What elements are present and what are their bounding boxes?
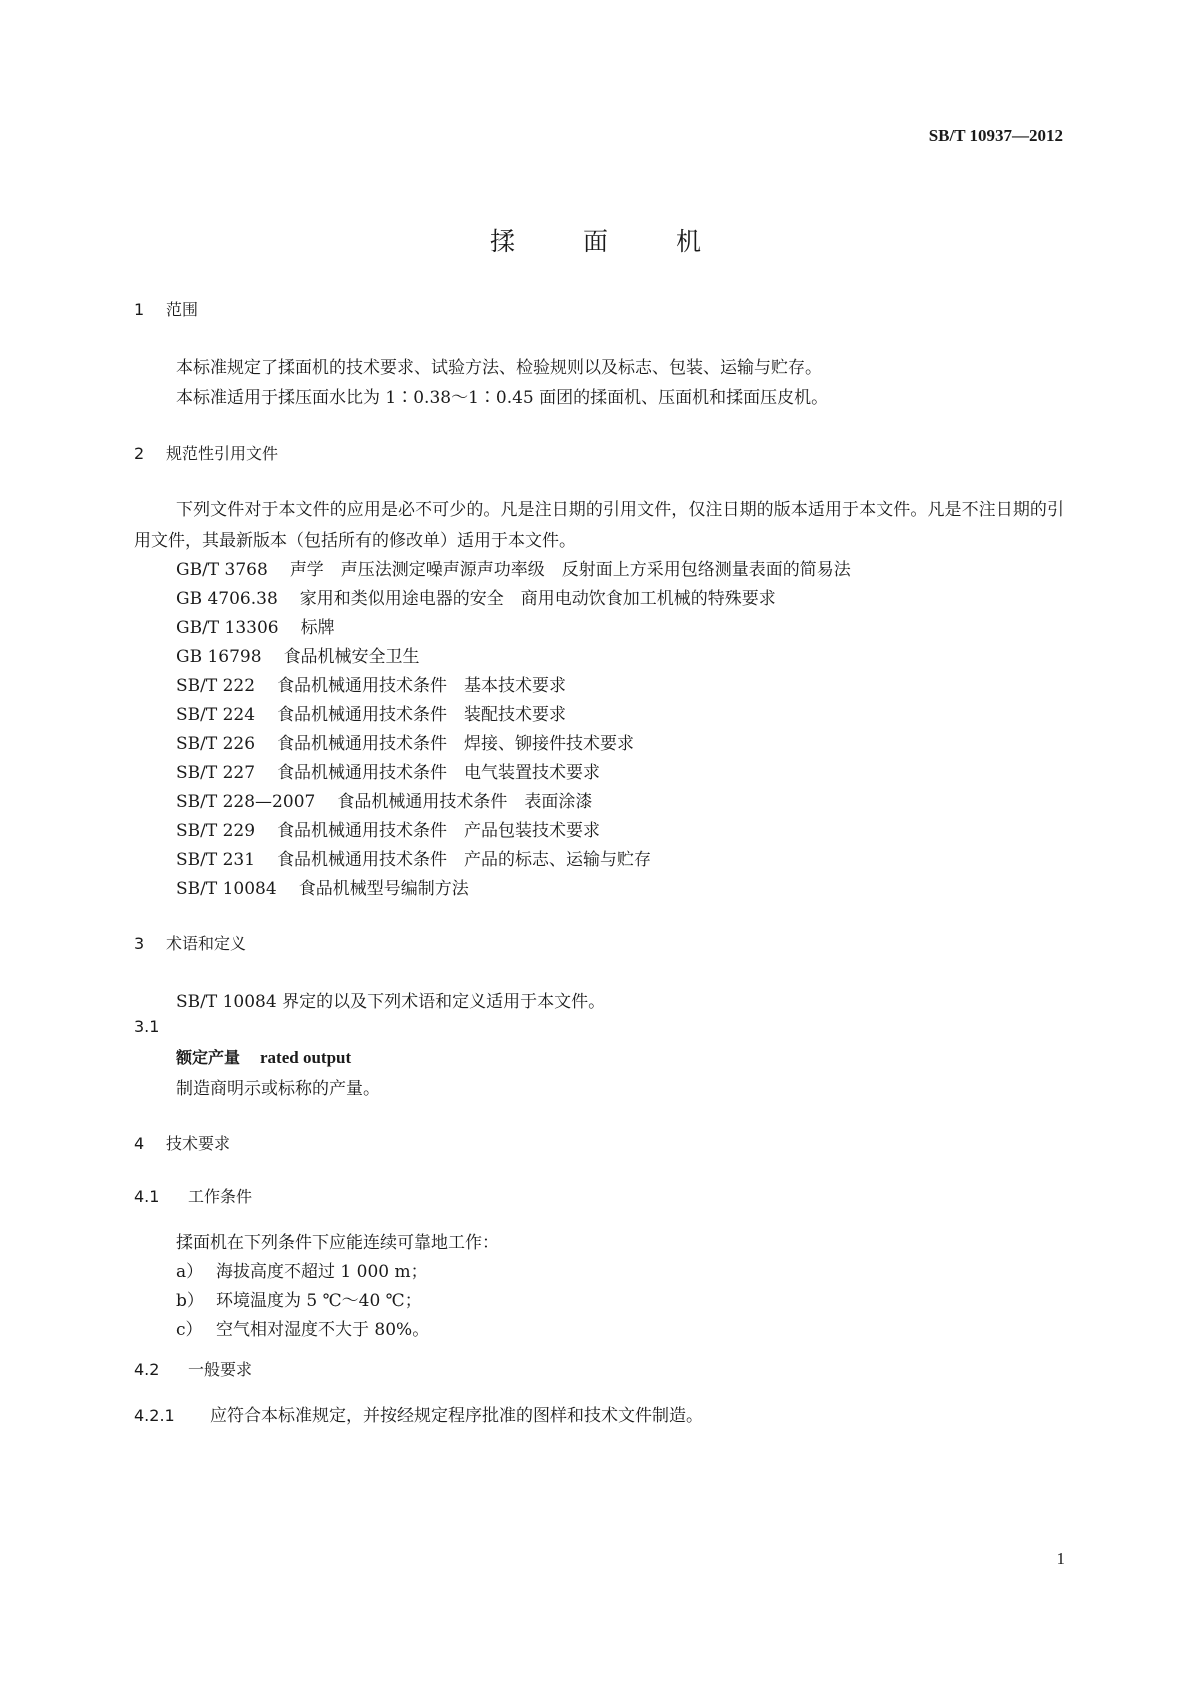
reference-item [176, 729, 634, 754]
reference-code: SB/T 10084 [176, 879, 277, 899]
document-title [0, 222, 1191, 258]
paragraph: 本标准规定了揉面机的技术要求、试验方法、检验规则以及标志、包装、运输与贮存。 [176, 358, 822, 378]
section-number: 1 [134, 300, 145, 319]
reference-code: GB 16798 [176, 647, 262, 667]
subsection-number: 4.1 [134, 1187, 160, 1206]
list-item [176, 1257, 428, 1282]
list-text: 海拔高度不超过 1 000 m； [216, 1262, 428, 1282]
term-entry [176, 1045, 351, 1068]
reference-code: SB/T 229 [176, 821, 256, 841]
term-chinese: 额定产量 [176, 1048, 241, 1067]
title-char: 揉 [489, 227, 515, 256]
list-marker: c） [176, 1320, 203, 1340]
reference-item [176, 758, 600, 783]
section-title: 技术要求 [166, 1134, 231, 1153]
reference-title: 食品机械通用技术条件 装配技术要求 [277, 705, 567, 725]
section-1-heading [134, 297, 198, 320]
reference-item [176, 584, 776, 609]
reference-title: 食品机械通用技术条件 产品包装技术要求 [277, 821, 601, 841]
reference-title: 食品机械通用技术条件 电气装置技术要求 [277, 763, 601, 783]
subsection-4-2-heading [134, 1357, 252, 1380]
reference-title: 食品机械通用技术条件 表面涂漆 [337, 792, 593, 812]
reference-title: 食品机械型号编制方法 [298, 879, 469, 899]
reference-title: 家用和类似用途电器的安全 商用电动饮食加工机械的特殊要求 [299, 589, 776, 609]
subsection-number: 4.2 [134, 1360, 160, 1379]
reference-code: SB/T 227 [176, 763, 256, 783]
section-2-heading [134, 441, 278, 464]
reference-code: GB 4706.38 [176, 589, 278, 609]
reference-code: GB/T 13306 [176, 618, 279, 638]
section-4-heading [134, 1131, 230, 1154]
list-text: 空气相对湿度不大于 80%。 [216, 1320, 430, 1340]
paragraph: SB/T 10084 界定的以及下列术语和定义适用于本文件。 [176, 992, 606, 1012]
paragraph: 本标准适用于揉压面水比为 1∶0.38～1∶0.45 面团的揉面机、压面机和揉面压皮机。 [176, 388, 829, 408]
reference-title: 声学 声压法测定噪声源声功率级 反射面上方采用包络测量表面的简易法 [289, 560, 851, 580]
section-title: 规范性引用文件 [166, 444, 279, 463]
list-marker: b） [176, 1291, 204, 1311]
reference-item [176, 845, 651, 870]
reference-item [176, 787, 592, 812]
list-item [176, 1286, 422, 1311]
standard-code: SB/T 10937—2012 [928, 126, 1063, 145]
list-marker: a） [176, 1262, 204, 1282]
term-number: 3.1 [134, 1017, 160, 1036]
term-english: rated output [260, 1048, 352, 1067]
reference-code: SB/T 231 [176, 850, 256, 870]
reference-code: SB/T 226 [176, 734, 256, 754]
subsection-4-1-heading [134, 1184, 252, 1207]
reference-title: 食品机械通用技术条件 基本技术要求 [277, 676, 567, 696]
reference-title: 标牌 [300, 618, 335, 638]
title-char: 面 [582, 227, 608, 256]
subsection-title: 工作条件 [188, 1187, 253, 1206]
list-item [176, 1315, 429, 1340]
reference-code: SB/T 222 [176, 676, 256, 696]
reference-item [176, 816, 600, 841]
reference-title: 食品机械安全卫生 [283, 647, 420, 667]
section-number: 4 [134, 1134, 145, 1153]
clause-number: 4.2.1 [134, 1406, 175, 1425]
reference-title: 食品机械通用技术条件 产品的标志、运输与贮存 [277, 850, 652, 870]
clause-text: 应符合本标准规定，并按经规定程序批准的图样和技术文件制造。 [210, 1406, 703, 1426]
reference-code: SB/T 228—2007 [176, 792, 316, 812]
clause-4-2-1 [134, 1401, 703, 1426]
section-title: 范围 [166, 300, 199, 319]
reference-item [176, 700, 566, 725]
paragraph: 下列文件对于本文件的应用是必不可少的。凡是注日期的引用文件，仅注日期的版本适用于本文件。凡是不注日期的引用文件，其最新版本（包括所有的修改单）适用于本文件。 [134, 500, 1064, 551]
paragraph: 揉面机在下列条件下应能连续可靠地工作： [176, 1233, 499, 1253]
reference-code: GB/T 3768 [176, 560, 268, 580]
page-number: 1 [1056, 1549, 1065, 1568]
reference-item [176, 613, 335, 638]
section-3-heading [134, 931, 246, 954]
reference-item [176, 874, 469, 899]
section-number: 3 [134, 934, 145, 953]
section-number: 2 [134, 444, 145, 463]
reference-item [176, 671, 566, 696]
subsection-title: 一般要求 [188, 1360, 253, 1379]
reference-item [176, 555, 851, 580]
reference-code: SB/T 224 [176, 705, 256, 725]
section-title: 术语和定义 [166, 934, 247, 953]
reference-item [176, 642, 420, 667]
title-char: 机 [676, 227, 702, 256]
reference-title: 食品机械通用技术条件 焊接、铆接件技术要求 [277, 734, 635, 754]
list-text: 环境温度为 5 ℃～40 ℃； [216, 1291, 422, 1311]
term-definition: 制造商明示或标称的产量。 [176, 1079, 380, 1099]
